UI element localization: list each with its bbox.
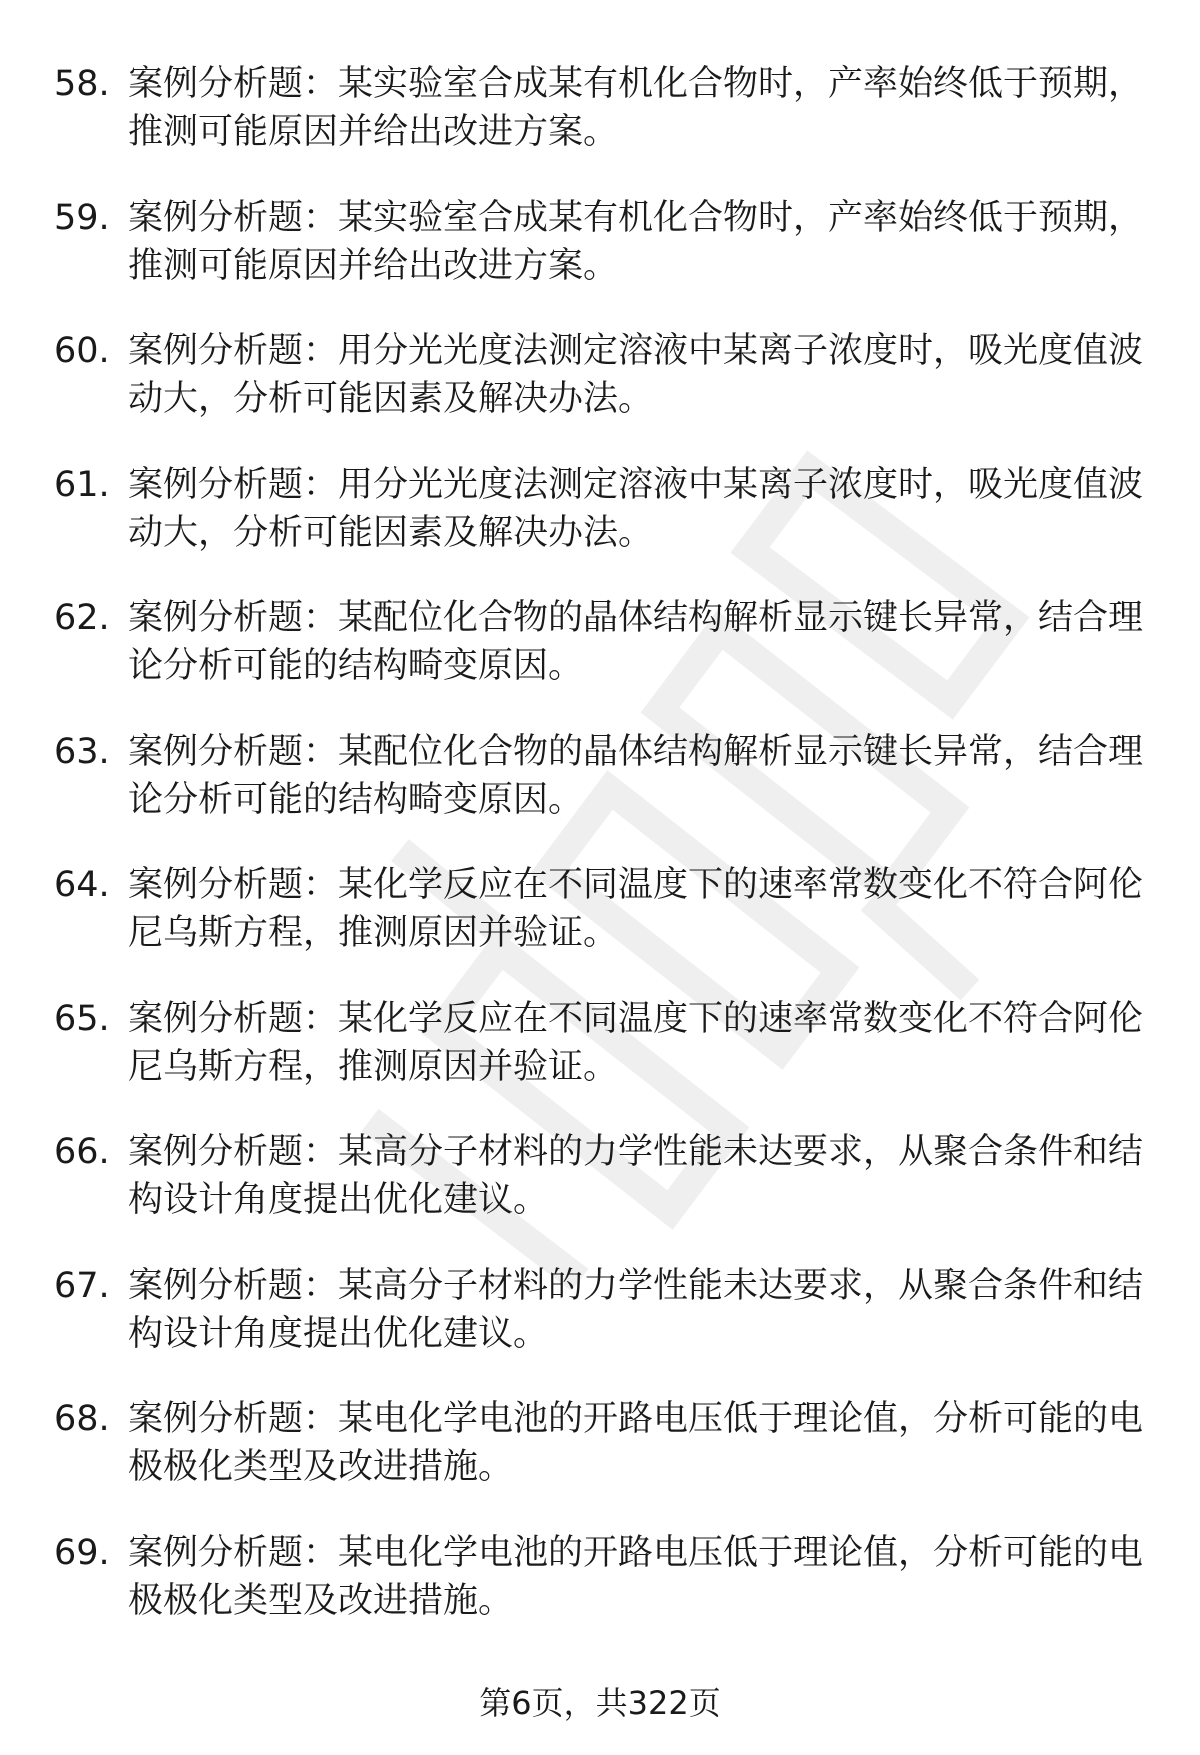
question-body: 用分光光度法测定溶液中某离子浓度时，吸光度值波动大，分析可能因素及解决办法。 (128, 331, 1144, 419)
question-type: 案例分析题： (128, 731, 339, 772)
question-text (128, 995, 1144, 1091)
question-body: 某配位化合物的晶体结构解析显示键长异常，结合理论分析可能的结构畸变原因。 (128, 598, 1144, 686)
question-number: 60. (54, 331, 110, 371)
question-type: 案例分析题： (128, 64, 339, 104)
question-list (54, 60, 1154, 1662)
question-type: 案例分析题： (128, 998, 339, 1039)
question-number: 69. (54, 1532, 110, 1573)
question-body: 某配位化合物的晶体结构解析显示键长异常，结合理论分析可能的结构畸变原因。 (128, 731, 1144, 820)
question-body: 某化学反应在不同温度下的速率常数变化不符合阿伦尼乌斯方程，推测原因并验证。 (128, 998, 1144, 1087)
question-text (128, 728, 1144, 824)
question-type: 案例分析题： (128, 331, 339, 371)
question-body: 某高分子材料的力学性能未达要求，从聚合条件和结构设计角度提出优化建议。 (128, 1132, 1144, 1220)
question-item (54, 461, 1154, 595)
question-item (54, 1262, 1154, 1396)
question-item (54, 1128, 1154, 1262)
question-body: 某实验室合成某有机化合物时，产率始终低于预期，推测可能原因并给出改进方案。 (128, 64, 1144, 152)
question-item (54, 60, 1154, 194)
question-text (128, 861, 1144, 957)
question-type: 案例分析题： (128, 197, 339, 238)
question-type: 案例分析题： (128, 1132, 339, 1172)
page-number-footer: 第6页，共322页 (479, 1684, 721, 1722)
question-text (128, 327, 1144, 423)
question-item (54, 861, 1154, 995)
question-text (128, 594, 1144, 690)
question-number: 67. (54, 1265, 110, 1306)
question-item (54, 728, 1154, 862)
question-item (54, 995, 1154, 1129)
question-number: 64. (54, 865, 110, 905)
question-type: 案例分析题： (128, 464, 339, 505)
question-number: 68. (54, 1399, 110, 1439)
question-number: 66. (54, 1132, 110, 1172)
question-type: 案例分析题： (128, 1399, 339, 1439)
question-body: 某电化学电池的开路电压低于理论值，分析可能的电极极化类型及改进措施。 (128, 1532, 1144, 1621)
question-number: 63. (54, 731, 110, 772)
question-body: 某实验室合成某有机化合物时，产率始终低于预期，推测可能原因并给出改进方案。 (128, 197, 1144, 286)
question-item (54, 1529, 1154, 1663)
question-item (54, 594, 1154, 728)
question-body: 用分光光度法测定溶液中某离子浓度时，吸光度值波动大，分析可能因素及解决办法。 (128, 464, 1144, 553)
question-text (128, 1262, 1144, 1358)
question-type: 案例分析题： (128, 1265, 339, 1306)
question-type: 案例分析题： (128, 598, 339, 638)
question-text (128, 1529, 1144, 1625)
question-body: 某化学反应在不同温度下的速率常数变化不符合阿伦尼乌斯方程，推测原因并验证。 (128, 865, 1144, 953)
question-number: 62. (54, 598, 110, 638)
question-number: 59. (54, 197, 110, 238)
question-item (54, 194, 1154, 328)
question-item (54, 327, 1154, 461)
question-item (54, 1395, 1154, 1529)
question-text (128, 194, 1144, 290)
question-text (128, 461, 1144, 557)
question-type: 案例分析题： (128, 865, 339, 905)
question-number: 58. (54, 64, 110, 104)
question-text (128, 60, 1144, 156)
question-number: 61. (54, 464, 110, 505)
question-body: 某高分子材料的力学性能未达要求，从聚合条件和结构设计角度提出优化建议。 (128, 1265, 1144, 1354)
question-text (128, 1128, 1144, 1224)
question-body: 某电化学电池的开路电压低于理论值，分析可能的电极极化类型及改进措施。 (128, 1399, 1144, 1487)
question-type: 案例分析题： (128, 1532, 339, 1573)
question-text (128, 1395, 1144, 1491)
question-number: 65. (54, 998, 110, 1039)
